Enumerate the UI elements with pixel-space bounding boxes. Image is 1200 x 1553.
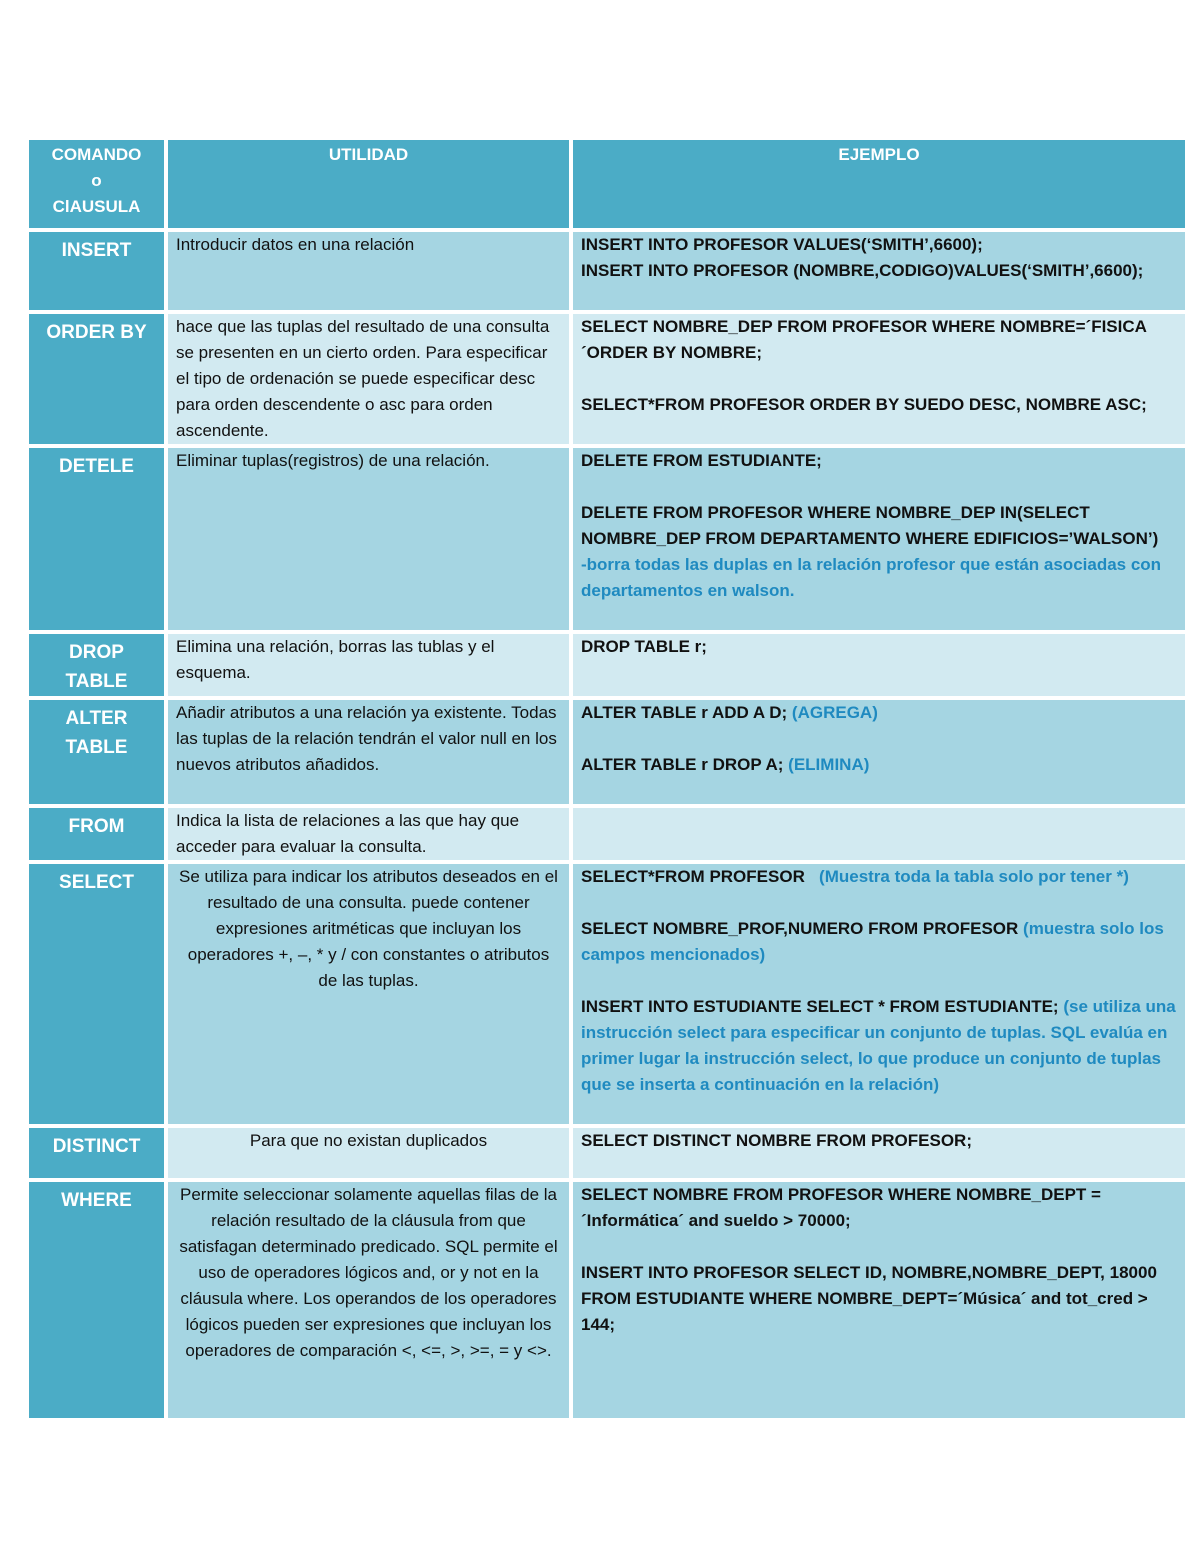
table-row — [29, 228, 1185, 310]
example-note: -borra todas las duplas en la relación profesor que están asociadas con departamentos en walson. — [581, 555, 1162, 600]
example-cell: ALTER TABLE r ADD A D; (AGREGA) ALTER TABLE r DROP A; (ELIMINA) — [569, 696, 1185, 804]
utility-cell: Elimina una relación, borras las tublas y el esquema. — [164, 630, 569, 696]
table-row — [29, 804, 1185, 860]
example-note: (se utiliza una instrucción select para especificar un conjunto de tuplas. SQL evalúa en primer lugar la instrucción select, lo que produce un conjunto de tuplas que se inserta a continuación en la relación) — [581, 997, 1176, 1094]
command-cell: ORDER BY — [29, 310, 164, 444]
command-cell: INSERT — [29, 228, 164, 310]
table-row — [29, 1124, 1185, 1178]
utility-cell: Añadir atributos a una relación ya existente. Todas las tuplas de la relación tendrán el valor null en los nuevos atributos añadidos. — [164, 696, 569, 804]
command-cell: FROM — [29, 804, 164, 860]
command-cell: SELECT — [29, 860, 164, 1124]
table-row — [29, 444, 1185, 630]
command-cell: DISTINCT — [29, 1124, 164, 1178]
utility-cell: Para que no existan duplicados — [164, 1124, 569, 1178]
utility-cell: Se utiliza para indicar los atributos deseados en el resultado de una consulta. puede contener expresiones aritméticas que incluyan los operadores +, –, * y / con constantes o atributos de las tuplas. — [164, 860, 569, 1124]
example-cell: DELETE FROM ESTUDIANTE; DELETE FROM PROFESOR WHERE NOMBRE_DEP IN(SELECT NOMBRE_DEP FROM DEPARTAMENTO WHERE EDIFICIOS=’WALSON’) -borra todas las duplas en la relación profesor que están asociadas con departamentos en walson. — [569, 444, 1185, 630]
example-cell: SELECT*FROM PROFESOR (Muestra toda la tabla solo por tener *) SELECT NOMBRE_PROF,NUMERO FROM PROFESOR (muestra solo los campos mencionados) INSERT INTO ESTUDIANTE SELECT * FROM ESTUDIANTE; (se utiliza una instrucción select para especificar un conjunto de tuplas. SQL evalúa en primer lugar la instrucción select, lo que produce un conjunto de tuplas que se inserta a continuación en la relación) — [569, 860, 1185, 1124]
command-cell: WHERE — [29, 1178, 164, 1418]
command-cell: DETELE — [29, 444, 164, 630]
example-note: (AGREGA) — [791, 703, 878, 722]
utility-cell: Introducir datos en una relación — [164, 228, 569, 310]
header-command: COMANDO o ClAUSULA — [29, 140, 164, 228]
table-row — [29, 860, 1185, 1124]
table-row — [29, 1178, 1185, 1418]
utility-cell: Eliminar tuplas(registros) de una relación. — [164, 444, 569, 630]
utility-cell: hace que las tuplas del resultado de una consulta se presenten en un cierto orden. Para especificar el tipo de ordenación se puede especificar desc para orden descendente o asc para orden ascendente. — [164, 310, 569, 444]
example-cell: INSERT INTO PROFESOR VALUES(‘SMITH’,6600); INSERT INTO PROFESOR (NOMBRE,CODIGO)VALUES(‘SMITH’,6600); — [569, 228, 1185, 310]
example-cell — [569, 804, 1185, 860]
example-note: (Muestra toda la tabla solo por tener *) — [819, 867, 1129, 886]
example-cell: SELECT NOMBRE_DEP FROM PROFESOR WHERE NOMBRE=´FISICA´ORDER BY NOMBRE; SELECT*FROM PROFESOR ORDER BY SUEDO DESC, NOMBRE ASC; — [569, 310, 1185, 444]
sql-commands-table — [29, 140, 1185, 1418]
command-cell: DROP TABLE — [29, 630, 164, 696]
header-utility: UTILIDAD — [164, 140, 569, 228]
example-note: (muestra solo los campos mencionados) — [581, 919, 1164, 964]
command-cell: ALTER TABLE — [29, 696, 164, 804]
header-example: EJEMPLO — [569, 140, 1185, 228]
utility-cell: Indica la lista de relaciones a las que hay que acceder para evaluar la consulta. — [164, 804, 569, 860]
header-row — [29, 140, 1185, 228]
table-row — [29, 696, 1185, 804]
table-row — [29, 630, 1185, 696]
table-row — [29, 310, 1185, 444]
example-note: (ELIMINA) — [788, 755, 870, 774]
utility-cell: Permite seleccionar solamente aquellas filas de la relación resultado de la cláusula from que satisfagan determinado predicado. SQL permite el uso de operadores lógicos and, or y not en la cláusula where. Los operandos de los operadores lógicos pueden ser expresiones que incluyan los operadores de comparación <, <=, >, >=, = y <>. — [164, 1178, 569, 1418]
example-cell: DROP TABLE r; — [569, 630, 1185, 696]
example-cell: SELECT DISTINCT NOMBRE FROM PROFESOR; — [569, 1124, 1185, 1178]
example-cell: SELECT NOMBRE FROM PROFESOR WHERE NOMBRE_DEPT = ´Informática´ and sueldo > 70000; INSERT INTO PROFESOR SELECT ID, NOMBRE,NOMBRE_DEPT, 18000 FROM ESTUDIANTE WHERE NOMBRE_DEPT=´Música´ and tot_cred > 144; — [569, 1178, 1185, 1418]
